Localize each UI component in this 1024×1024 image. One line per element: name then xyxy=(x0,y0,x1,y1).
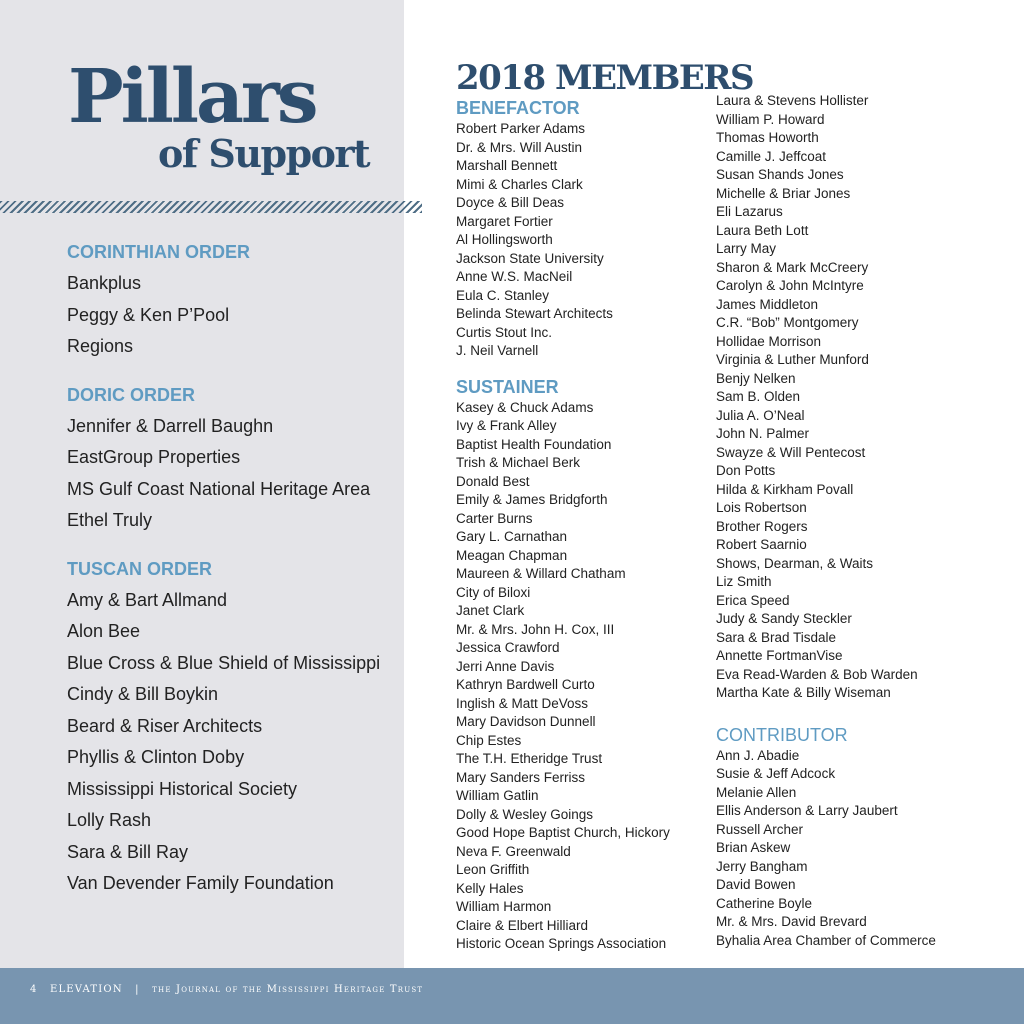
tier-heading: SUSTAINER xyxy=(456,376,559,397)
list-item: Hollidae Morrison xyxy=(716,333,822,349)
list-item: Cindy & Bill Boykin xyxy=(67,684,219,704)
orders-list xyxy=(67,238,402,918)
list-item: Mississippi Historical Society xyxy=(67,778,298,799)
list-item: Jessica Crawford xyxy=(456,640,560,655)
list-item: Lois Robertson xyxy=(716,500,807,515)
list-item: Mary Sanders Ferriss xyxy=(456,769,586,785)
list-item: J. Neil Varnell xyxy=(456,343,539,358)
list-item: Mr. & Mrs. John H. Cox, III xyxy=(456,621,615,637)
list-item: Eli Lazarus xyxy=(716,204,783,219)
list-item: Brother Rogers xyxy=(716,518,808,534)
list-item: David Bowen xyxy=(716,877,796,892)
tier-benefactor xyxy=(456,96,706,361)
list-item: William Harmon xyxy=(456,899,552,914)
list-item: Curtis Stout Inc. xyxy=(456,324,553,340)
list-item: Byhalia Area Chamber of Commerce xyxy=(716,932,936,948)
tier-heading: BENEFACTOR xyxy=(456,98,580,118)
list-item: Ellis Anderson & Larry Jaubert xyxy=(716,803,898,818)
list-item: Larry May xyxy=(716,241,777,256)
list-item: Meagan Chapman xyxy=(456,547,568,563)
page-footer xyxy=(0,968,1024,1024)
list-item: Robert Saarnio xyxy=(716,537,807,552)
list-item: James Middleton xyxy=(716,296,819,312)
footer-separator: | xyxy=(135,984,140,995)
list-item: Phyllis & Clinton Doby xyxy=(67,747,245,767)
list-item: Jennifer & Darrell Baughn xyxy=(67,415,274,436)
tier-sustainer xyxy=(456,375,706,954)
sidebar-panel xyxy=(0,0,404,968)
list-item: Erica Speed xyxy=(716,592,790,608)
list-item: Carter Burns xyxy=(456,510,533,526)
list-item: William P. Howard xyxy=(716,111,825,127)
list-item: Neva F. Greenwald xyxy=(456,843,571,859)
list-item: Kathryn Bardwell Curto xyxy=(456,677,595,692)
list-item: Amy & Bart Allmand xyxy=(67,589,228,610)
list-item: Leon Griffith xyxy=(456,862,530,877)
list-item: The T.H. Etheridge Trust xyxy=(456,751,603,766)
list-item: Liz Smith xyxy=(716,574,772,589)
list-item: Swayze & Will Pentecost xyxy=(716,444,866,460)
list-item: Carolyn & John McIntyre xyxy=(716,278,864,293)
list-item: Ann J. Abadie xyxy=(716,747,800,763)
list-item: Emily & James Bridgforth xyxy=(456,492,608,507)
order-heading: TUSCAN ORDER xyxy=(67,558,213,579)
list-item: Anne W.S. MacNeil xyxy=(456,269,573,284)
list-item: Melanie Allen xyxy=(716,784,797,800)
list-item: Inglish & Matt DeVoss xyxy=(456,695,589,711)
list-item: Camille J. Jeffcoat xyxy=(716,148,827,164)
list-item: Dr. & Mrs. Will Austin xyxy=(456,139,583,155)
tier-heading: CONTRIBUTOR xyxy=(716,724,848,745)
publication-tagline: the Journal of the Mississippi Heritage Trust xyxy=(152,984,424,995)
list-item: Donald Best xyxy=(456,473,530,489)
list-item: Robert Parker Adams xyxy=(456,121,586,136)
list-item: Virginia & Luther Munford xyxy=(716,352,869,367)
hatched-divider xyxy=(0,201,422,213)
list-item: Jerry Bangham xyxy=(716,858,808,874)
list-item: Eula C. Stanley xyxy=(456,287,550,303)
page-title: Pillars xyxy=(68,54,316,140)
list-item: Thomas Howorth xyxy=(716,130,819,145)
list-item: EastGroup Properties xyxy=(67,447,241,467)
list-item: Historic Ocean Springs Association xyxy=(456,936,667,951)
list-item: Jackson State University xyxy=(456,250,604,266)
list-item: Alon Bee xyxy=(67,621,141,641)
list-item: Trish & Michael Berk xyxy=(456,455,581,470)
list-item: Russell Archer xyxy=(716,821,804,837)
list-item: Mr. & Mrs. David Brevard xyxy=(716,914,867,929)
list-item: Shows, Dearman, & Waits xyxy=(716,555,874,571)
list-item: Eva Read-Warden & Bob Warden xyxy=(716,666,918,682)
list-item: Marshall Bennett xyxy=(456,158,558,173)
list-item: Blue Cross & Blue Shield of Mississippi xyxy=(67,652,381,673)
list-item: City of Biloxi xyxy=(456,584,531,600)
members-column-2 xyxy=(716,92,1016,964)
list-item: C.R. “Bob” Montgomery xyxy=(716,315,859,330)
list-item: Van Devender Family Foundation xyxy=(67,873,334,893)
list-item: Sharon & Mark McCreery xyxy=(716,259,869,275)
page-subtitle: of Support xyxy=(158,131,370,176)
list-item: MS Gulf Coast National Heritage Area xyxy=(67,478,371,499)
list-item: Doyce & Bill Deas xyxy=(456,195,565,210)
list-item: Julia A. O’Neal xyxy=(716,407,805,423)
list-item: John N. Palmer xyxy=(716,426,810,441)
list-item: Benjy Nelken xyxy=(716,370,796,386)
tier-contributor xyxy=(716,723,1016,951)
list-item: Sara & Bill Ray xyxy=(67,841,189,862)
list-item: Kasey & Chuck Adams xyxy=(456,399,594,415)
list-item: Al Hollingsworth xyxy=(456,232,553,247)
list-item: Annette FortmanVise xyxy=(716,648,843,663)
tier-sustainer-continued xyxy=(716,92,1016,703)
list-item: Ethel Truly xyxy=(67,510,153,530)
footer-text xyxy=(30,984,431,995)
list-item: Chip Estes xyxy=(456,732,522,748)
list-item: Laura & Stevens Hollister xyxy=(716,93,869,108)
list-item: Maureen & Willard Chatham xyxy=(456,566,626,581)
list-item: Mimi & Charles Clark xyxy=(456,176,583,192)
list-item: Lolly Rash xyxy=(67,810,152,830)
list-item: Brian Askew xyxy=(716,840,791,855)
list-item: Ivy & Frank Alley xyxy=(456,418,557,433)
list-item: Susie & Jeff Adcock xyxy=(716,766,836,781)
list-item: Catherine Boyle xyxy=(716,895,813,911)
list-item: Hilda & Kirkham Povall xyxy=(716,481,854,497)
list-item: Sara & Brad Tisdale xyxy=(716,629,837,645)
list-item: Baptist Health Foundation xyxy=(456,436,612,452)
list-item: Beard & Riser Architects xyxy=(67,715,263,736)
order-heading: CORINTHIAN ORDER xyxy=(67,242,250,262)
list-item: Janet Clark xyxy=(456,603,525,618)
list-item: Kelly Hales xyxy=(456,880,524,896)
members-title: 2018 MEMBERS xyxy=(456,58,754,98)
list-item: Bankplus xyxy=(67,273,142,293)
list-item: Michelle & Briar Jones xyxy=(716,185,851,201)
list-item: Mary Davidson Dunnell xyxy=(456,714,596,729)
list-item: Dolly & Wesley Goings xyxy=(456,806,594,822)
list-item: Don Potts xyxy=(716,463,776,478)
publication-name: ELEVATION xyxy=(49,984,123,995)
list-item: Belinda Stewart Architects xyxy=(456,306,613,321)
list-item: Regions xyxy=(67,336,134,356)
order-group-corinthian xyxy=(67,238,402,363)
list-item: Gary L. Carnathan xyxy=(456,529,568,544)
list-item: Jerri Anne Davis xyxy=(456,658,555,674)
order-heading: DORIC ORDER xyxy=(67,384,196,405)
list-item: Laura Beth Lott xyxy=(716,222,809,238)
list-item: Susan Shands Jones xyxy=(716,167,844,182)
list-item: William Gatlin xyxy=(456,788,539,803)
list-item: Judy & Sandy Steckler xyxy=(716,611,852,626)
list-item: Peggy & Ken P’Pool xyxy=(67,304,230,325)
page-number: 4 xyxy=(30,984,38,995)
list-item: Sam B. Olden xyxy=(716,389,801,404)
list-item: Margaret Fortier xyxy=(456,213,553,229)
list-item: Martha Kate & Billy Wiseman xyxy=(716,685,891,700)
order-group-doric xyxy=(67,381,402,537)
order-group-tuscan xyxy=(67,555,402,900)
list-item: Claire & Elbert Hilliard xyxy=(456,917,589,933)
list-item: Good Hope Baptist Church, Hickory xyxy=(456,825,670,840)
